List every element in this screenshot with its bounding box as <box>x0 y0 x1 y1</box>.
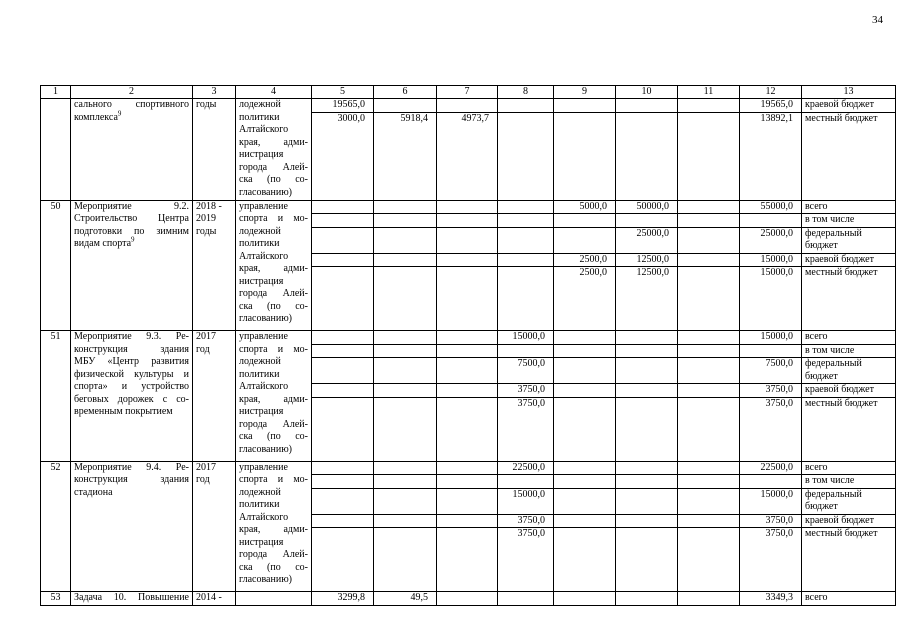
value-cell <box>374 461 437 475</box>
executor-line: лодежной <box>239 486 281 498</box>
value-cell <box>616 214 678 228</box>
total-cell <box>740 214 802 228</box>
value-cell <box>437 331 498 345</box>
value-cell <box>437 358 498 384</box>
value-cell <box>678 384 740 398</box>
value-cell: 3750,0 <box>498 528 554 592</box>
footnote-mark: 9 <box>131 235 135 244</box>
value-cell <box>678 514 740 528</box>
measure-name-line: спорта» и устройство <box>74 381 189 392</box>
header-cell: 13 <box>802 86 896 99</box>
measure-name <box>71 461 193 592</box>
measure-name-line: видам спорта$^9$ <box>74 235 135 249</box>
executor-line: Алтайского <box>239 381 289 392</box>
period-line: год <box>196 343 210 355</box>
value-cell <box>312 267 374 331</box>
value-cell: 7500,0 <box>498 358 554 384</box>
value-cell <box>554 397 616 461</box>
measure-name: Задача 10. Повышение <box>71 592 193 606</box>
total-cell: 3750,0 <box>740 384 802 398</box>
value-cell <box>312 528 374 592</box>
executor-line: города Алей- <box>239 161 308 173</box>
row-number: 50 <box>41 200 71 331</box>
period <box>193 461 236 592</box>
value-cell <box>678 200 740 214</box>
value-cell: 12500,0 <box>616 253 678 267</box>
value-cell: 3750,0 <box>498 384 554 398</box>
header-cell: 7 <box>437 86 498 99</box>
value-cell <box>678 397 740 461</box>
value-cell <box>616 331 678 345</box>
value-cell <box>554 514 616 528</box>
total-cell: 55000,0 <box>740 200 802 214</box>
value-cell <box>437 200 498 214</box>
executor-line: спорта и мо- <box>239 213 308 224</box>
header-cell: 6 <box>374 86 437 99</box>
value-cell <box>554 227 616 253</box>
executor <box>236 200 312 331</box>
value-cell: 5000,0 <box>554 200 616 214</box>
total-cell: 7500,0 <box>740 358 802 384</box>
value-cell <box>437 514 498 528</box>
measure-name-line: Мероприятие 9.2. <box>74 200 189 212</box>
value-cell <box>437 253 498 267</box>
header-cell: 5 <box>312 86 374 99</box>
value-cell <box>678 112 740 200</box>
measure-name <box>71 331 193 462</box>
value-cell <box>374 331 437 345</box>
total-cell: 3750,0 <box>740 514 802 528</box>
value-cell <box>374 344 437 358</box>
executor-line: Алтайского <box>239 511 289 523</box>
value-cell <box>554 112 616 200</box>
table-row <box>41 99 896 113</box>
value-cell <box>312 488 374 514</box>
executor <box>236 331 312 462</box>
value-cell: 15000,0 <box>498 331 554 345</box>
source-cell: федеральный бюджет <box>802 488 896 514</box>
value-cell <box>554 344 616 358</box>
value-cell <box>312 200 374 214</box>
value-cell <box>616 397 678 461</box>
value-cell <box>437 214 498 228</box>
value-cell <box>678 461 740 475</box>
executor-line: города Алей- <box>239 549 308 560</box>
value-cell <box>554 384 616 398</box>
value-cell <box>312 514 374 528</box>
value-cell <box>554 461 616 475</box>
executor-line: края, адми- <box>239 393 308 405</box>
value-cell <box>678 214 740 228</box>
executor <box>236 592 312 606</box>
value-cell: 25000,0 <box>616 227 678 253</box>
value-cell <box>437 475 498 489</box>
executor-line: ска (по со- <box>239 561 308 573</box>
total-cell: 13892,1 <box>740 112 802 200</box>
header-cell: 9 <box>554 86 616 99</box>
source-cell: в том числе <box>802 475 896 489</box>
value-cell <box>437 227 498 253</box>
value-cell: 3750,0 <box>498 397 554 461</box>
value-cell <box>554 331 616 345</box>
value-cell <box>374 214 437 228</box>
measure-name-line: Мероприятие 9.4. Ре- <box>74 461 189 473</box>
measure-name-line: Строительство Центра <box>74 213 189 224</box>
executor-line: политики <box>239 238 280 249</box>
table-row <box>41 200 896 214</box>
executor-line: политики <box>239 499 280 510</box>
value-cell <box>437 267 498 331</box>
header-cell: 8 <box>498 86 554 99</box>
value-cell <box>374 227 437 253</box>
value-cell <box>554 488 616 514</box>
executor-line: управление <box>239 331 288 342</box>
value-cell <box>616 592 678 606</box>
value-cell <box>554 358 616 384</box>
source-cell: краевой бюджет <box>802 384 896 398</box>
executor-line: края, адми- <box>239 136 308 148</box>
period <box>193 331 236 462</box>
total-cell: 15000,0 <box>740 331 802 345</box>
value-cell <box>312 331 374 345</box>
value-cell <box>554 214 616 228</box>
executor-line: лодежной <box>239 225 281 237</box>
source-cell: местный бюджет <box>802 528 896 592</box>
value-cell <box>437 528 498 592</box>
executor-line: Алтайского <box>239 124 289 135</box>
value-cell <box>498 267 554 331</box>
value-cell <box>678 253 740 267</box>
period-line: 2017 <box>196 331 216 342</box>
value-cell <box>374 384 437 398</box>
row-number: 51 <box>41 331 71 462</box>
value-cell: 2500,0 <box>554 253 616 267</box>
value-cell: 3750,0 <box>498 514 554 528</box>
header-cell: 1 <box>41 86 71 99</box>
value-cell <box>498 253 554 267</box>
measure-name-line: конструкция здания <box>74 343 189 355</box>
value-cell <box>616 514 678 528</box>
source-cell: всего <box>802 200 896 214</box>
measure-name <box>71 99 193 201</box>
executor-line: спорта и мо- <box>239 474 308 485</box>
value-cell <box>498 592 554 606</box>
value-cell <box>437 384 498 398</box>
row-number: 52 <box>41 461 71 592</box>
value-cell <box>678 267 740 331</box>
period: годы <box>193 99 236 201</box>
period-line: годы <box>196 225 217 237</box>
source-cell: местный бюджет <box>802 112 896 200</box>
total-cell: 3750,0 <box>740 397 802 461</box>
executor <box>236 99 312 201</box>
value-cell <box>616 99 678 113</box>
period-line: 2019 <box>196 213 216 224</box>
measure-name-line: физической культуры и <box>74 368 189 380</box>
source-cell: федеральный бюджет <box>802 227 896 253</box>
measure-name-line: беговых дорожек с со- <box>74 393 189 405</box>
executor-line: гласованию) <box>239 313 292 324</box>
header-cell: 2 <box>71 86 193 99</box>
executor-line: управление <box>239 461 288 473</box>
period: 2014 - <box>193 592 236 606</box>
value-cell <box>616 528 678 592</box>
period-line: 2018 - <box>196 200 222 212</box>
value-cell <box>678 344 740 358</box>
value-cell <box>616 384 678 398</box>
value-cell <box>374 253 437 267</box>
executor-line: ска (по со- <box>239 300 308 312</box>
value-cell <box>374 358 437 384</box>
measure-name-line: стадиона <box>74 486 113 498</box>
value-cell <box>374 514 437 528</box>
value-cell <box>312 344 374 358</box>
program-table <box>40 85 896 606</box>
total-cell: 3349,3 <box>740 592 802 606</box>
value-cell <box>498 227 554 253</box>
value-cell <box>554 475 616 489</box>
value-cell <box>616 475 678 489</box>
executor-line: политики <box>239 368 280 380</box>
executor-line: края, адми- <box>239 263 308 274</box>
executor-line: ска (по со- <box>239 431 308 442</box>
value-cell <box>678 592 740 606</box>
footnote-mark: 9 <box>117 109 122 118</box>
value-cell <box>678 227 740 253</box>
table-row <box>41 461 896 475</box>
executor-line: ска (по со- <box>239 174 308 185</box>
measure-name-line: комплекса$^9$ <box>74 109 122 123</box>
header-cell: 12 <box>740 86 802 99</box>
value-cell <box>374 200 437 214</box>
value-cell <box>616 112 678 200</box>
source-cell: федеральный бюджет <box>802 358 896 384</box>
value-cell <box>437 99 498 113</box>
executor-line: Алтайского <box>239 250 289 262</box>
source-cell: краевой бюджет <box>802 99 896 113</box>
source-cell: местный бюджет <box>802 397 896 461</box>
value-cell: 3000,0 <box>312 112 374 200</box>
measure-name-line: сального спортивного <box>74 99 189 110</box>
value-cell <box>437 488 498 514</box>
source-cell: в том числе <box>802 344 896 358</box>
period-line: год <box>196 474 210 485</box>
value-cell <box>374 397 437 461</box>
value-cell <box>616 358 678 384</box>
value-cell: 2500,0 <box>554 267 616 331</box>
total-cell: 15000,0 <box>740 267 802 331</box>
value-cell: 15000,0 <box>498 488 554 514</box>
measure-name-line: МБУ «Центр развития <box>74 356 189 367</box>
measure-name-line: подготовки по зимним <box>74 225 189 237</box>
value-cell: 49,5 <box>374 592 437 606</box>
value-cell <box>616 461 678 475</box>
total-cell <box>740 344 802 358</box>
source-cell: всего <box>802 592 896 606</box>
value-cell: 19565,0 <box>312 99 374 113</box>
executor-line: управление <box>239 200 288 212</box>
period-line: 2017 <box>196 461 216 473</box>
source-cell: местный бюджет <box>802 267 896 331</box>
value-cell <box>678 475 740 489</box>
value-cell <box>616 488 678 514</box>
header-cell: 3 <box>193 86 236 99</box>
executor-line: города Алей- <box>239 288 308 299</box>
executor-line: лодежной <box>239 356 281 367</box>
total-cell: 15000,0 <box>740 253 802 267</box>
value-cell: 22500,0 <box>498 461 554 475</box>
executor-line: гласованию) <box>239 574 292 585</box>
value-cell: 5918,4 <box>374 112 437 200</box>
executor-line: гласованию) <box>239 186 292 198</box>
value-cell <box>498 344 554 358</box>
source-cell: в том числе <box>802 214 896 228</box>
source-cell: краевой бюджет <box>802 253 896 267</box>
value-cell <box>312 397 374 461</box>
value-cell: 12500,0 <box>616 267 678 331</box>
value-cell <box>437 592 498 606</box>
source-cell: всего <box>802 461 896 475</box>
value-cell <box>498 475 554 489</box>
total-cell: 22500,0 <box>740 461 802 475</box>
value-cell <box>374 488 437 514</box>
executor <box>236 461 312 592</box>
value-cell <box>437 461 498 475</box>
value-cell <box>437 344 498 358</box>
executor-line: нистрация <box>239 536 284 548</box>
value-cell <box>678 488 740 514</box>
row-number <box>41 99 71 201</box>
value-cell <box>498 112 554 200</box>
value-cell <box>554 528 616 592</box>
header-cell: 11 <box>678 86 740 99</box>
table-row <box>41 331 896 345</box>
total-cell: 25000,0 <box>740 227 802 253</box>
value-cell <box>374 475 437 489</box>
executor-line: края, адми- <box>239 524 308 535</box>
value-cell <box>312 358 374 384</box>
header-cell: 4 <box>236 86 312 99</box>
executor-line: политики <box>239 111 280 123</box>
total-cell: 15000,0 <box>740 488 802 514</box>
measure-name-line: конструкция здания <box>74 474 189 485</box>
executor-line: гласованию) <box>239 443 292 455</box>
value-cell: 4973,7 <box>437 112 498 200</box>
executor-line: нистрация <box>239 406 284 417</box>
total-cell <box>740 475 802 489</box>
total-cell: 19565,0 <box>740 99 802 113</box>
executor-line: спорта и мо- <box>239 343 308 355</box>
value-cell <box>554 592 616 606</box>
measure-name-line: временным покрытием <box>74 406 173 417</box>
total-cell: 3750,0 <box>740 528 802 592</box>
row-number: 53 <box>41 592 71 606</box>
source-cell: всего <box>802 331 896 345</box>
page-number: 34 <box>872 14 883 26</box>
value-cell: 50000,0 <box>616 200 678 214</box>
value-cell: 3299,8 <box>312 592 374 606</box>
source-cell: краевой бюджет <box>802 514 896 528</box>
executor-line: нистрация <box>239 275 284 287</box>
value-cell <box>678 358 740 384</box>
value-cell <box>312 475 374 489</box>
value-cell <box>678 528 740 592</box>
measure-name <box>71 200 193 331</box>
executor-line: города Алей- <box>239 418 308 430</box>
header-cell: 10 <box>616 86 678 99</box>
value-cell <box>374 267 437 331</box>
value-cell <box>374 528 437 592</box>
value-cell <box>312 227 374 253</box>
value-cell <box>312 384 374 398</box>
value-cell <box>498 200 554 214</box>
executor-line: нистрация <box>239 149 284 160</box>
value-cell <box>554 99 616 113</box>
table-row <box>41 592 896 606</box>
value-cell <box>498 99 554 113</box>
period <box>193 200 236 331</box>
value-cell <box>312 461 374 475</box>
executor-line: лодежной <box>239 99 281 110</box>
measure-name-line: Мероприятие 9.3. Ре- <box>74 331 189 342</box>
value-cell <box>678 99 740 113</box>
value-cell <box>498 214 554 228</box>
value-cell <box>616 344 678 358</box>
header-row <box>41 86 896 99</box>
value-cell <box>374 99 437 113</box>
value-cell <box>678 331 740 345</box>
value-cell <box>312 214 374 228</box>
value-cell <box>312 253 374 267</box>
value-cell <box>437 397 498 461</box>
